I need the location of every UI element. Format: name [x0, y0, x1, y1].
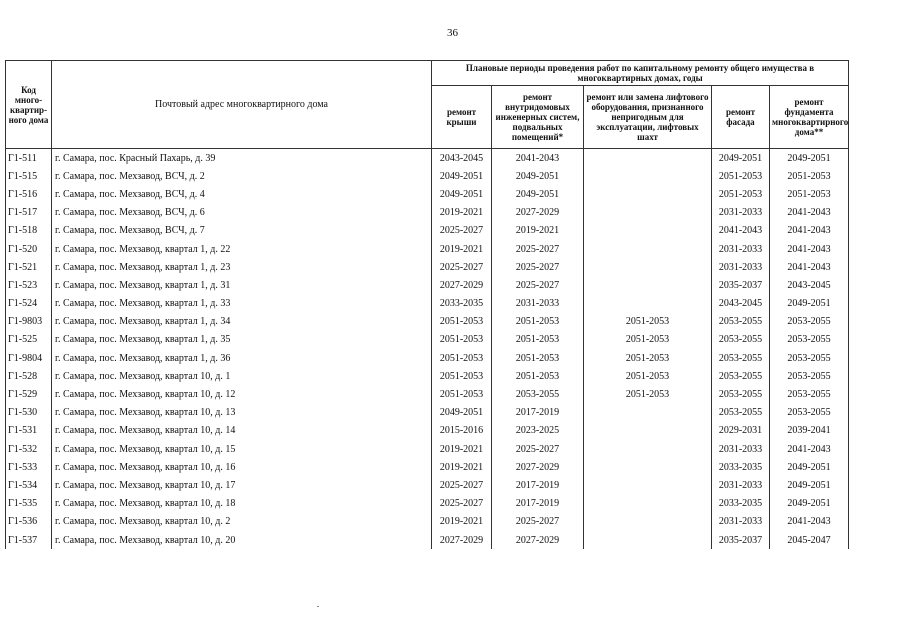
cell-roof: 2027-2029: [432, 276, 492, 294]
cell-internal-systems: 2051-2053: [492, 331, 584, 349]
cell-address: г. Самара, пос. Мехзавод, квартал 1, д. 33: [52, 295, 432, 313]
table-row: [6, 495, 899, 513]
cell-address: г. Самара, пос. Красный Пахарь, д. 39: [52, 149, 432, 168]
cell-foundation: 2053-2055: [770, 313, 849, 331]
table-row: [6, 258, 899, 276]
table-row: [6, 313, 899, 331]
table-row: [6, 276, 899, 294]
cell-foundation: 2053-2055: [770, 404, 849, 422]
cell-internal-systems: 2023-2025: [492, 422, 584, 440]
cell-internal-systems: 2051-2053: [492, 349, 584, 367]
cell-address: г. Самара, пос. Мехзавод, ВСЧ, д. 4: [52, 185, 432, 203]
cell-elevator: [584, 295, 712, 313]
table-row: [6, 422, 899, 440]
cell-address: г. Самара, пос. Мехзавод, квартал 10, д. 2: [52, 513, 432, 531]
cell-roof: 2033-2035: [432, 295, 492, 313]
cell-address: г. Самара, пос. Мехзавод, квартал 1, д. 31: [52, 276, 432, 294]
cell-roof: 2051-2053: [432, 331, 492, 349]
table-row: [6, 440, 899, 458]
cell-foundation: 2053-2055: [770, 349, 849, 367]
cell-code: Г1-530: [6, 404, 52, 422]
cell-internal-systems: 2027-2029: [492, 458, 584, 476]
cell-foundation: 2043-2045: [770, 276, 849, 294]
table-row: [6, 458, 899, 476]
cell-roof: 2051-2053: [432, 313, 492, 331]
cell-internal-systems: 2025-2027: [492, 258, 584, 276]
cell-code: Г1-520: [6, 240, 52, 258]
cell-internal-systems: 2041-2043: [492, 149, 584, 168]
cell-address: г. Самара, пос. Мехзавод, квартал 10, д. 1: [52, 367, 432, 385]
column-group-header-periods: Плановые периоды проведения работ по капитальному ремонту общего имущества в многоквартирных домах, годы: [432, 61, 849, 86]
cell-foundation: 2051-2053: [770, 167, 849, 185]
cell-address: г. Самара, пос. Мехзавод, квартал 10, д. 17: [52, 476, 432, 494]
cell-elevator: [584, 240, 712, 258]
cell-facade: 2033-2035: [712, 458, 770, 476]
cell-roof: 2025-2027: [432, 222, 492, 240]
cell-code: Г1-9804: [6, 349, 52, 367]
cell-elevator: 2051-2053: [584, 349, 712, 367]
cell-address: г. Самара, пос. Мехзавод, квартал 10, д. 20: [52, 531, 432, 549]
cell-roof: 2049-2051: [432, 404, 492, 422]
cell-roof: 2051-2053: [432, 385, 492, 403]
cell-internal-systems: 2019-2021: [492, 222, 584, 240]
cell-facade: 2031-2033: [712, 240, 770, 258]
page-number: 36: [447, 27, 458, 39]
cell-code: Г1-531: [6, 422, 52, 440]
cell-elevator: [584, 185, 712, 203]
cell-roof: 2025-2027: [432, 476, 492, 494]
cell-address: г. Самара, пос. Мехзавод, квартал 1, д. 35: [52, 331, 432, 349]
cell-roof: 2051-2053: [432, 367, 492, 385]
cell-code: Г1-537: [6, 531, 52, 549]
cell-elevator: [584, 531, 712, 549]
cell-code: Г1-534: [6, 476, 52, 494]
table-row: [6, 185, 899, 203]
cell-roof: 2015-2016: [432, 422, 492, 440]
cell-code: Г1-524: [6, 295, 52, 313]
table-row: [6, 204, 899, 222]
cell-roof: 2051-2053: [432, 349, 492, 367]
cell-facade: 2033-2035: [712, 495, 770, 513]
cell-foundation: 2041-2043: [770, 240, 849, 258]
cell-roof: 2019-2021: [432, 513, 492, 531]
cell-internal-systems: 2025-2027: [492, 440, 584, 458]
cell-internal-systems: 2017-2019: [492, 476, 584, 494]
cell-elevator: [584, 404, 712, 422]
cell-code: Г1-9803: [6, 313, 52, 331]
cell-internal-systems: 2025-2027: [492, 240, 584, 258]
cell-internal-systems: 2017-2019: [492, 495, 584, 513]
cell-internal-systems: 2031-2033: [492, 295, 584, 313]
cell-address: г. Самара, пос. Мехзавод, квартал 10, д. 12: [52, 385, 432, 403]
cell-facade: 2031-2033: [712, 258, 770, 276]
cell-elevator: [584, 167, 712, 185]
cell-facade: 2053-2055: [712, 404, 770, 422]
cell-foundation: 2053-2055: [770, 385, 849, 403]
cell-facade: 2053-2055: [712, 385, 770, 403]
table-row: [6, 385, 899, 403]
cell-foundation: 2049-2051: [770, 149, 849, 168]
cell-roof: 2019-2021: [432, 240, 492, 258]
table-row: [6, 331, 899, 349]
cell-roof: 2049-2051: [432, 185, 492, 203]
cell-elevator: [584, 149, 712, 168]
cell-elevator: [584, 258, 712, 276]
cell-foundation: 2053-2055: [770, 367, 849, 385]
table-row: [6, 167, 899, 185]
capital-repair-schedule-table: [5, 60, 899, 549]
cell-elevator: [584, 495, 712, 513]
table-row: [6, 404, 899, 422]
cell-foundation: 2039-2041: [770, 422, 849, 440]
cell-elevator: 2051-2053: [584, 331, 712, 349]
cell-internal-systems: 2017-2019: [492, 404, 584, 422]
cell-code: Г1-518: [6, 222, 52, 240]
cell-facade: 2031-2033: [712, 476, 770, 494]
cell-address: г. Самара, пос. Мехзавод, квартал 10, д. 13: [52, 404, 432, 422]
table-row: [6, 531, 899, 549]
cell-facade: 2043-2045: [712, 295, 770, 313]
cell-facade: 2031-2033: [712, 513, 770, 531]
cell-facade: 2029-2031: [712, 422, 770, 440]
column-header-facade: ремонт фасада: [712, 86, 770, 149]
cell-elevator: [584, 458, 712, 476]
cell-foundation: 2049-2051: [770, 476, 849, 494]
cell-address: г. Самара, пос. Мехзавод, квартал 1, д. 34: [52, 313, 432, 331]
cell-roof: 2019-2021: [432, 204, 492, 222]
table-row: [6, 513, 899, 531]
cell-address: г. Самара, пос. Мехзавод, квартал 10, д. 14: [52, 422, 432, 440]
cell-internal-systems: 2053-2055: [492, 385, 584, 403]
cell-code: Г1-523: [6, 276, 52, 294]
column-header-code: Код много-квартир-ного дома: [6, 61, 52, 149]
column-header-roof: ремонт крыши: [432, 86, 492, 149]
cell-facade: 2031-2033: [712, 440, 770, 458]
table-row: [6, 222, 899, 240]
cell-code: Г1-511: [6, 149, 52, 168]
cell-internal-systems: 2049-2051: [492, 167, 584, 185]
column-header-foundation: ремонт фундамента многоквартирного дома**: [770, 86, 849, 149]
scan-artifact: [317, 606, 319, 607]
cell-roof: 2025-2027: [432, 495, 492, 513]
table-header: [6, 61, 899, 149]
cell-elevator: [584, 222, 712, 240]
cell-address: г. Самара, пос. Мехзавод, квартал 10, д. 15: [52, 440, 432, 458]
cell-code: Г1-516: [6, 185, 52, 203]
cell-internal-systems: 2027-2029: [492, 204, 584, 222]
cell-elevator: [584, 476, 712, 494]
cell-elevator: 2051-2053: [584, 313, 712, 331]
cell-internal-systems: 2025-2027: [492, 276, 584, 294]
cell-facade: 2035-2037: [712, 531, 770, 549]
cell-address: г. Самара, пос. Мехзавод, ВСЧ, д. 6: [52, 204, 432, 222]
cell-code: Г1-533: [6, 458, 52, 476]
cell-foundation: 2041-2043: [770, 222, 849, 240]
cell-facade: 2035-2037: [712, 276, 770, 294]
cell-internal-systems: 2051-2053: [492, 313, 584, 331]
table-row: [6, 240, 899, 258]
table-row: [6, 349, 899, 367]
cell-code: Г1-532: [6, 440, 52, 458]
table-row: [6, 367, 899, 385]
cell-code: Г1-529: [6, 385, 52, 403]
cell-foundation: 2041-2043: [770, 258, 849, 276]
cell-facade: 2053-2055: [712, 331, 770, 349]
cell-code: Г1-535: [6, 495, 52, 513]
cell-elevator: [584, 422, 712, 440]
table-body: [6, 149, 899, 550]
cell-elevator: [584, 440, 712, 458]
cell-elevator: 2051-2053: [584, 367, 712, 385]
cell-foundation: 2051-2053: [770, 185, 849, 203]
cell-code: Г1-528: [6, 367, 52, 385]
cell-facade: 2051-2053: [712, 185, 770, 203]
cell-code: Г1-521: [6, 258, 52, 276]
cell-foundation: 2041-2043: [770, 204, 849, 222]
table-row: [6, 149, 899, 168]
cell-roof: 2025-2027: [432, 258, 492, 276]
cell-internal-systems: 2025-2027: [492, 513, 584, 531]
cell-address: г. Самара, пос. Мехзавод, ВСЧ, д. 2: [52, 167, 432, 185]
cell-elevator: [584, 276, 712, 294]
cell-code: Г1-515: [6, 167, 52, 185]
cell-foundation: 2041-2043: [770, 513, 849, 531]
cell-facade: 2031-2033: [712, 204, 770, 222]
empty-header-cell: [849, 61, 899, 149]
cell-roof: 2049-2051: [432, 167, 492, 185]
cell-internal-systems: 2051-2053: [492, 367, 584, 385]
cell-foundation: 2049-2051: [770, 295, 849, 313]
cell-internal-systems: 2049-2051: [492, 185, 584, 203]
cell-address: г. Самара, пос. Мехзавод, квартал 1, д. 22: [52, 240, 432, 258]
cell-code: Г1-525: [6, 331, 52, 349]
cell-roof: 2027-2029: [432, 531, 492, 549]
cell-foundation: 2049-2051: [770, 495, 849, 513]
column-header-elevator: ремонт или замена лифтового оборудования, признанного непригодным для эксплуатации, лифтовых шахт: [584, 86, 712, 149]
cell-address: г. Самара, пос. Мехзавод, квартал 10, д. 16: [52, 458, 432, 476]
cell-foundation: 2041-2043: [770, 440, 849, 458]
cell-code: Г1-517: [6, 204, 52, 222]
cell-address: г. Самара, пос. Мехзавод, квартал 1, д. 23: [52, 258, 432, 276]
cell-address: г. Самара, пос. Мехзавод, ВСЧ, д. 7: [52, 222, 432, 240]
cell-facade: 2041-2043: [712, 222, 770, 240]
cell-code: Г1-536: [6, 513, 52, 531]
column-header-address: Почтовый адрес многоквартирного дома: [52, 61, 432, 149]
cell-roof: 2019-2021: [432, 458, 492, 476]
cell-elevator: [584, 513, 712, 531]
table-row: [6, 476, 899, 494]
cell-roof: 2019-2021: [432, 440, 492, 458]
cell-foundation: 2049-2051: [770, 458, 849, 476]
cell-foundation: 2045-2047: [770, 531, 849, 549]
column-header-internal-systems: ремонт внутридомовых инженерных систем, подвальных помещений*: [492, 86, 584, 149]
cell-address: г. Самара, пос. Мехзавод, квартал 10, д. 18: [52, 495, 432, 513]
cell-address: г. Самара, пос. Мехзавод, квартал 1, д. 36: [52, 349, 432, 367]
cell-elevator: 2051-2053: [584, 385, 712, 403]
cell-facade: 2049-2051: [712, 149, 770, 168]
cell-facade: 2051-2053: [712, 167, 770, 185]
cell-facade: 2053-2055: [712, 367, 770, 385]
cell-foundation: 2053-2055: [770, 331, 849, 349]
cell-facade: 2053-2055: [712, 313, 770, 331]
cell-internal-systems: 2027-2029: [492, 531, 584, 549]
cell-facade: 2053-2055: [712, 349, 770, 367]
table-row: [6, 295, 899, 313]
cell-elevator: [584, 204, 712, 222]
cell-roof: 2043-2045: [432, 149, 492, 168]
